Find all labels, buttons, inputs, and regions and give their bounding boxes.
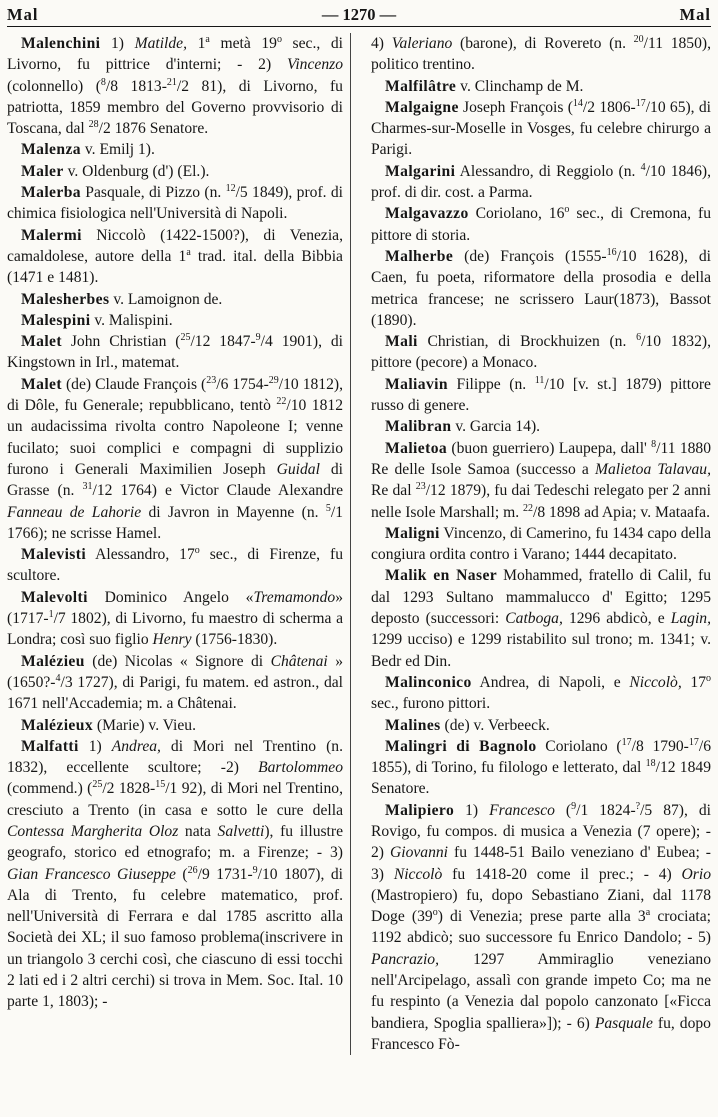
superscript: 22 (523, 502, 534, 514)
superscript: 8 (100, 76, 106, 88)
superscript: o (706, 672, 712, 684)
entry-headword: Malézieux (21, 716, 94, 734)
superscript: o (564, 204, 570, 216)
columns (7, 33, 711, 1055)
entry-headword: Maligni (385, 524, 440, 542)
entry-headword: Malinconico (385, 673, 472, 691)
entry-text: /8 1790- (631, 737, 689, 755)
dictionary-entry (371, 374, 711, 417)
entry-text: (de) Claude François ( (61, 375, 207, 393)
entry-text: metà 19 (209, 35, 277, 52)
entry-text: Mohammed, fratello di Calil, fu dal 1293 Sultano mammalucco d' Egitto; 1295 deposto (successori: (371, 567, 712, 628)
entry-text: /10 1812), di Dôle, fu Generale; repubblicano, tentò (7, 375, 343, 415)
entry-headword: Malet (21, 375, 62, 393)
entry-text: Re dal (371, 482, 416, 500)
entry-text: sec., di Firenze, fu scultore. (7, 546, 343, 585)
entry-headword: Malermi (21, 226, 82, 244)
dictionary-entry (371, 416, 711, 437)
entry-text: Niccolò (1422-1500?), di Venezia, camaldolese, autore della 1 (7, 226, 343, 265)
entry-headword: Malgaigne (385, 98, 459, 116)
entry-text: /10 [v. st.] 1879) pittore russo di genere. (371, 375, 711, 415)
italic-text: Matilde, (134, 35, 187, 52)
dictionary-entry (371, 736, 711, 800)
superscript: 8 (651, 438, 657, 450)
entry-text: /8 1813- (105, 77, 167, 95)
superscript: 22 (276, 396, 287, 408)
superscript: 17 (621, 736, 632, 748)
entry-text: /8 1898 ad Apia; v. Mataafa. (533, 503, 710, 521)
entry-text: /1 1766); ne scrisse Hamel. (7, 503, 343, 542)
dictionary-entry (7, 331, 343, 374)
entry-text: Joseph François ( (458, 98, 573, 116)
superscript: 9 (255, 332, 261, 344)
entry-headword: Malevolti (21, 588, 88, 606)
entry-text: Coriolano ( (536, 737, 622, 755)
right-column (371, 33, 711, 1055)
entry-text: Pasquale, di Pizzo (n. (80, 184, 226, 202)
superscript: 16 (606, 246, 617, 258)
page-number: — 1270 — (321, 5, 397, 24)
dictionary-entry (371, 331, 711, 374)
entry-text: /2 1806- (582, 98, 636, 116)
superscript: 20 (633, 34, 644, 45)
entry-text: Filippe (n. (447, 375, 535, 393)
superscript: o (432, 907, 438, 919)
entry-text: /10 1812 un audacissima rivolta contro Napoleone I; venne fucilato; suoi complici e compagni di supplizio furono i Generali Maximilien Joseph (7, 397, 343, 478)
entry-headword: Malesherbes (21, 290, 110, 308)
dictionary-entry (371, 97, 711, 161)
entry-text: /4 1901), di Kingstown in Irl., matemat. (7, 333, 343, 372)
entry-text: /10 1807), di Ala di Trento, fu celebre matematico, prof. nell'Università di Ferrara e dal 1785 ascritto alla Società dei XL; il suo famoso problema(inscrivere in un triangolo 3 cerchi così, che ciascuno di essi tocchi 2 lati ed i 2 altri cerchi) si trova in Mem. Soc. Ital. 10 parte 1, 1803); - (7, 865, 343, 1011)
dictionary-entry (7, 225, 343, 289)
entry-headword: Malgavazzo (385, 205, 469, 223)
entry-text: Dominico Angelo « (87, 588, 254, 606)
italic-text: Oloz (148, 822, 179, 840)
entry-headword: Malenza (21, 141, 81, 159)
entry-text: 4) (371, 35, 392, 52)
entry-text: di Javron in Mayenne (n. (141, 503, 326, 521)
entry-text: /5 87), di Rovigo, fu compos. di musica a Venezia (7 opere); - 2) (371, 801, 712, 862)
dictionary-entry (371, 161, 711, 204)
superscript: 17 (688, 736, 699, 748)
italic-text: Henry (152, 631, 192, 649)
entry-text: sec., di Livorno, fu pittrice d'interni; - 2) (7, 35, 343, 74)
superscript: 25 (180, 332, 191, 344)
superscript: 6 (636, 332, 642, 344)
dictionary-entry (7, 161, 343, 182)
italic-text: Giovanni (389, 844, 449, 862)
superscript: 29 (268, 374, 279, 386)
entry-text: 1) (78, 737, 112, 755)
entry-text: /6 1754- (216, 375, 269, 393)
italic-text: Francesco (489, 801, 555, 819)
entry-text: /10 65), di Charmes-sur-Moselle in Vosges, fu celebre chirurgo a Parigi. (371, 98, 711, 159)
entry-text: (de) v. Verbeeck. (440, 716, 550, 734)
dictionary-entry (7, 182, 343, 225)
entry-headword: Malherbe (385, 247, 454, 265)
italic-text: Lagin, (670, 610, 711, 628)
header-right-keyword: Mal (679, 5, 711, 24)
entry-text: /9 1731- (197, 865, 253, 883)
dictionary-entry (7, 33, 343, 139)
dictionary-entry (7, 374, 343, 544)
entry-text: 1) (454, 801, 490, 819)
superscript: 25 (92, 779, 103, 791)
entry-text: trad. ital. della Bibbia (1471 e 1481). (7, 247, 343, 287)
dictionary-entry (371, 565, 711, 671)
entry-text: v. Lamoignon de. (109, 290, 223, 308)
dictionary-entry (7, 289, 343, 310)
superscript: a (205, 34, 210, 45)
entry-headword: Malik en Naser (385, 567, 498, 585)
entry-headword: Maliavin (385, 375, 448, 393)
entry-text: crociata; 1192 abdicò; suo successore fu Enrico Dandolo; - 5) (371, 908, 711, 947)
entry-text: (barone), di Rovereto (n. (452, 35, 634, 52)
entry-text: /10 1832), pittore (pecore) a Monaco. (371, 333, 711, 372)
entry-text: ( (175, 865, 188, 883)
entry-text: di Mori nel Trentino (n. 1832), eccellente scultore; -2) (7, 737, 343, 777)
entry-text: /2 1876 Senatore. (98, 120, 209, 138)
superscript: 31 (82, 481, 93, 493)
italic-text: Châtenai (270, 652, 328, 670)
entry-text: /10 1846), prof. di dir. cost. a Parma. (371, 162, 711, 202)
entry-text: 1 (186, 35, 206, 52)
italic-text: Pasquale (594, 1014, 653, 1032)
entry-text: /5 1849), prof. di chimica fisiologica nell'Università di Napoli. (7, 184, 343, 223)
dictionary-entry (7, 651, 343, 715)
entry-text: v. Malispini. (90, 311, 173, 329)
entry-headword: Malingri di Bagnolo (385, 737, 537, 755)
dictionary-entry (7, 139, 343, 160)
entry-text: (de) Nicolas « Signore di (84, 652, 271, 670)
entry-text: sec., di Cremona, fu pittore di storia. (371, 205, 711, 244)
italic-text: Malietoa Talavau, (594, 460, 711, 478)
entry-text: /11 1880 Re delle Isole Samoa (successo a (371, 439, 712, 478)
entry-text: 1299 ucciso) e 1299 ristabilito sul trono; m. 1341; v. Bedr ed Din. (371, 631, 711, 670)
entry-text: fu 1418-20 come il prec.; - 4) (442, 865, 682, 883)
entry-headword: Malibran (385, 418, 452, 436)
superscript: 23 (415, 481, 426, 493)
italic-text: Salvetti (217, 822, 265, 840)
superscript: 23 (206, 374, 217, 386)
superscript: 14 (572, 97, 583, 109)
left-column (7, 33, 351, 1055)
italic-text: Orio (681, 865, 711, 883)
entry-text: /7 1802), di Livorno, fu maestro di scherma a Londra; così suo figlio (7, 610, 343, 649)
entry-headword: Malietoa (385, 439, 448, 457)
dictionary-entry (371, 246, 711, 331)
italic-text: Catboga, (505, 610, 563, 628)
entry-text: /3 1727), di Parigi, fu matem. ed astron., dal 1671 nell'Accademia; m. a Châtenai. (7, 673, 343, 713)
entry-text: ( (554, 801, 572, 819)
entry-headword: Malipiero (385, 801, 455, 819)
superscript: 1 (48, 609, 54, 621)
entry-headword: Maler (21, 162, 64, 180)
superscript: 26 (187, 864, 198, 876)
entry-text: /1 92), di Mori nel Trentino, cresciuto a Trento (in casa e sotto le cure della (7, 780, 343, 819)
entry-text: Vincenzo, di Camerino, fu 1434 capo della congiura ordita contro i Varano; 1444 decapitato. (371, 524, 711, 564)
entry-text: /11 1850), politico trentino. (371, 35, 711, 74)
dictionary-entry (7, 715, 343, 736)
entry-text: v. Emilj 1). (80, 141, 155, 159)
superscript: 9 (252, 864, 258, 876)
entry-text: Christian, di Brockhuizen (n. (417, 333, 637, 351)
entry-text: (Mastropiero) fu, dopo Sebastiano Ziani, dal 1178 Doge (39 (371, 886, 711, 926)
italic-text: Niccolò, (629, 673, 682, 691)
entry-headword: Malet (21, 333, 62, 351)
superscript: o (194, 545, 200, 557)
entry-text: (buon guerriero) Laupepa, dall' (447, 439, 652, 457)
entry-text: /10 1628), di Caen, fu poeta, riformatore della prosodia e della metrica francese; ne scrissero Laur(1873), Bassot (1890). (371, 247, 711, 329)
entry-headword: Malfatti (21, 737, 79, 755)
entry-headword: Malespini (21, 311, 91, 329)
dictionary-entry (371, 523, 711, 566)
entry-headword: Malfilâtre (385, 77, 457, 95)
entry-text: Alessandro, di Reggiolo (n. (455, 162, 641, 180)
entry-text: (colonnello) ( (7, 77, 101, 95)
entry-text: /1 1824- (576, 801, 636, 819)
italic-text: Guidal (276, 460, 320, 478)
dictionary-entry (371, 672, 711, 715)
dictionary-entry (371, 203, 711, 246)
entry-text: (commend.) ( (7, 780, 93, 798)
entry-text: » (1717- (7, 588, 343, 628)
superscript: 21 (166, 76, 177, 88)
entry-text: /2 1828- (102, 780, 156, 798)
superscript: 4 (55, 672, 61, 684)
header-left-keyword: Mal (7, 5, 39, 24)
superscript: 11 (534, 374, 545, 386)
entry-text: (Marie) v. Vieu. (93, 716, 197, 734)
entry-text: nata (178, 822, 218, 840)
dictionary-entry (371, 800, 711, 1056)
entry-text: /12 1849 Senatore. (371, 759, 711, 798)
dictionary-entry (7, 310, 343, 331)
italic-text: Fanneau de Lahorie (7, 503, 142, 521)
dictionary-entry (7, 587, 343, 651)
italic-text: Vincenzo (286, 56, 343, 74)
dictionary-entry (371, 76, 711, 97)
entry-text: /2 81), di Livorno, fu patriotta, 1859 membro del Governo provvisorio di Toscana, dal (7, 77, 343, 138)
entry-text: /6 1855), di Torino, fu filologo e letterato, dal (371, 737, 711, 777)
entry-text: /12 1879), fu dai Tedeschi relegato per 2 anni nelle Isole Marshall; m. (371, 482, 711, 521)
superscript: a (186, 246, 191, 258)
superscript: 28 (88, 119, 99, 131)
entry-text: Coriolano, 16 (468, 205, 565, 223)
superscript: ? (635, 800, 641, 812)
entry-text: (1756-1830). (191, 631, 278, 649)
entry-text: Alessandro, 17 (86, 546, 195, 564)
dictionary-entry (7, 544, 343, 587)
italic-text: Pancrazio, (371, 950, 440, 968)
entry-headword: Malézieu (21, 652, 85, 670)
page-header (7, 4, 711, 27)
superscript: 15 (155, 779, 166, 791)
entry-text: 17 (681, 673, 707, 691)
dictionary-entry (371, 715, 711, 736)
superscript: 4 (640, 161, 646, 173)
entry-text: di Grasse (n. (7, 460, 343, 500)
entry-headword: Malines (385, 716, 441, 734)
italic-text: Niccolò (393, 865, 443, 883)
entry-text: /12 1764) e Victor Claude Alexandre (92, 482, 344, 500)
entry-text: (de) François (1555- (453, 247, 607, 265)
entry-headword: Malerba (21, 184, 81, 202)
italic-text: Contessa Margherita (7, 822, 143, 840)
italic-text: Bartolommeo (258, 759, 343, 777)
entry-text: v. Clinchamp de M. (456, 77, 584, 95)
entry-headword: Mali (385, 333, 418, 351)
entry-text: » (1650?- (7, 652, 343, 691)
entry-headword: Malgarini (385, 162, 456, 180)
entry-text: /12 1847- (190, 333, 256, 351)
entry-text: v. Oldenburg (d') (El.). (63, 162, 210, 180)
entry-text: Andrea, di Napoli, e (471, 673, 630, 691)
entry-text: fu, dopo Francesco Fò- (371, 1014, 711, 1053)
entry-text: 1) (100, 35, 135, 52)
superscript: 5 (325, 502, 331, 514)
dictionary-entry (371, 438, 711, 523)
superscript: 18 (645, 758, 656, 770)
entry-text: John Christian ( (61, 333, 181, 351)
superscript: 12 (225, 183, 236, 195)
superscript: 17 (635, 97, 646, 109)
entry-text: 1297 Ammiraglio veneziano nell'Arcipelago, assalì con grande impeto Co; ma ne fu respinto (a Venezia dal popolo canzonato [«Ficca bandiera, Spoglia spalliera»]); - 6) (371, 950, 711, 1032)
italic-text: Gian Francesco Giuseppe (7, 865, 176, 883)
entry-text: v. Garcia 14). (451, 418, 541, 436)
italic-text: Valeriano (391, 35, 453, 52)
superscript: a (645, 907, 651, 919)
entry-text: sec., furono pittori. (371, 695, 491, 713)
entry-headword: Malenchini (21, 35, 101, 52)
superscript: o (276, 34, 282, 45)
entry-text (142, 823, 149, 840)
italic-text: Tremamondo (253, 588, 336, 606)
entry-text: fu 1448-51 Bailo veneziano d' Eubea; - 3) (371, 844, 711, 883)
dictionary-entry (371, 33, 711, 76)
entry-headword: Malevisti (21, 546, 87, 564)
superscript: 9 (571, 800, 577, 812)
dictionary-entry (7, 736, 343, 1013)
entry-text: ) di Venezia; prese parte alla 3 (437, 908, 646, 926)
italic-text: Andrea, (111, 737, 161, 755)
entry-text: 1296 abdicò, e (562, 610, 671, 628)
entry-text: ), fu illustre geografo, storico ed etnografo; m. a Firenze; - 3) (7, 822, 344, 862)
